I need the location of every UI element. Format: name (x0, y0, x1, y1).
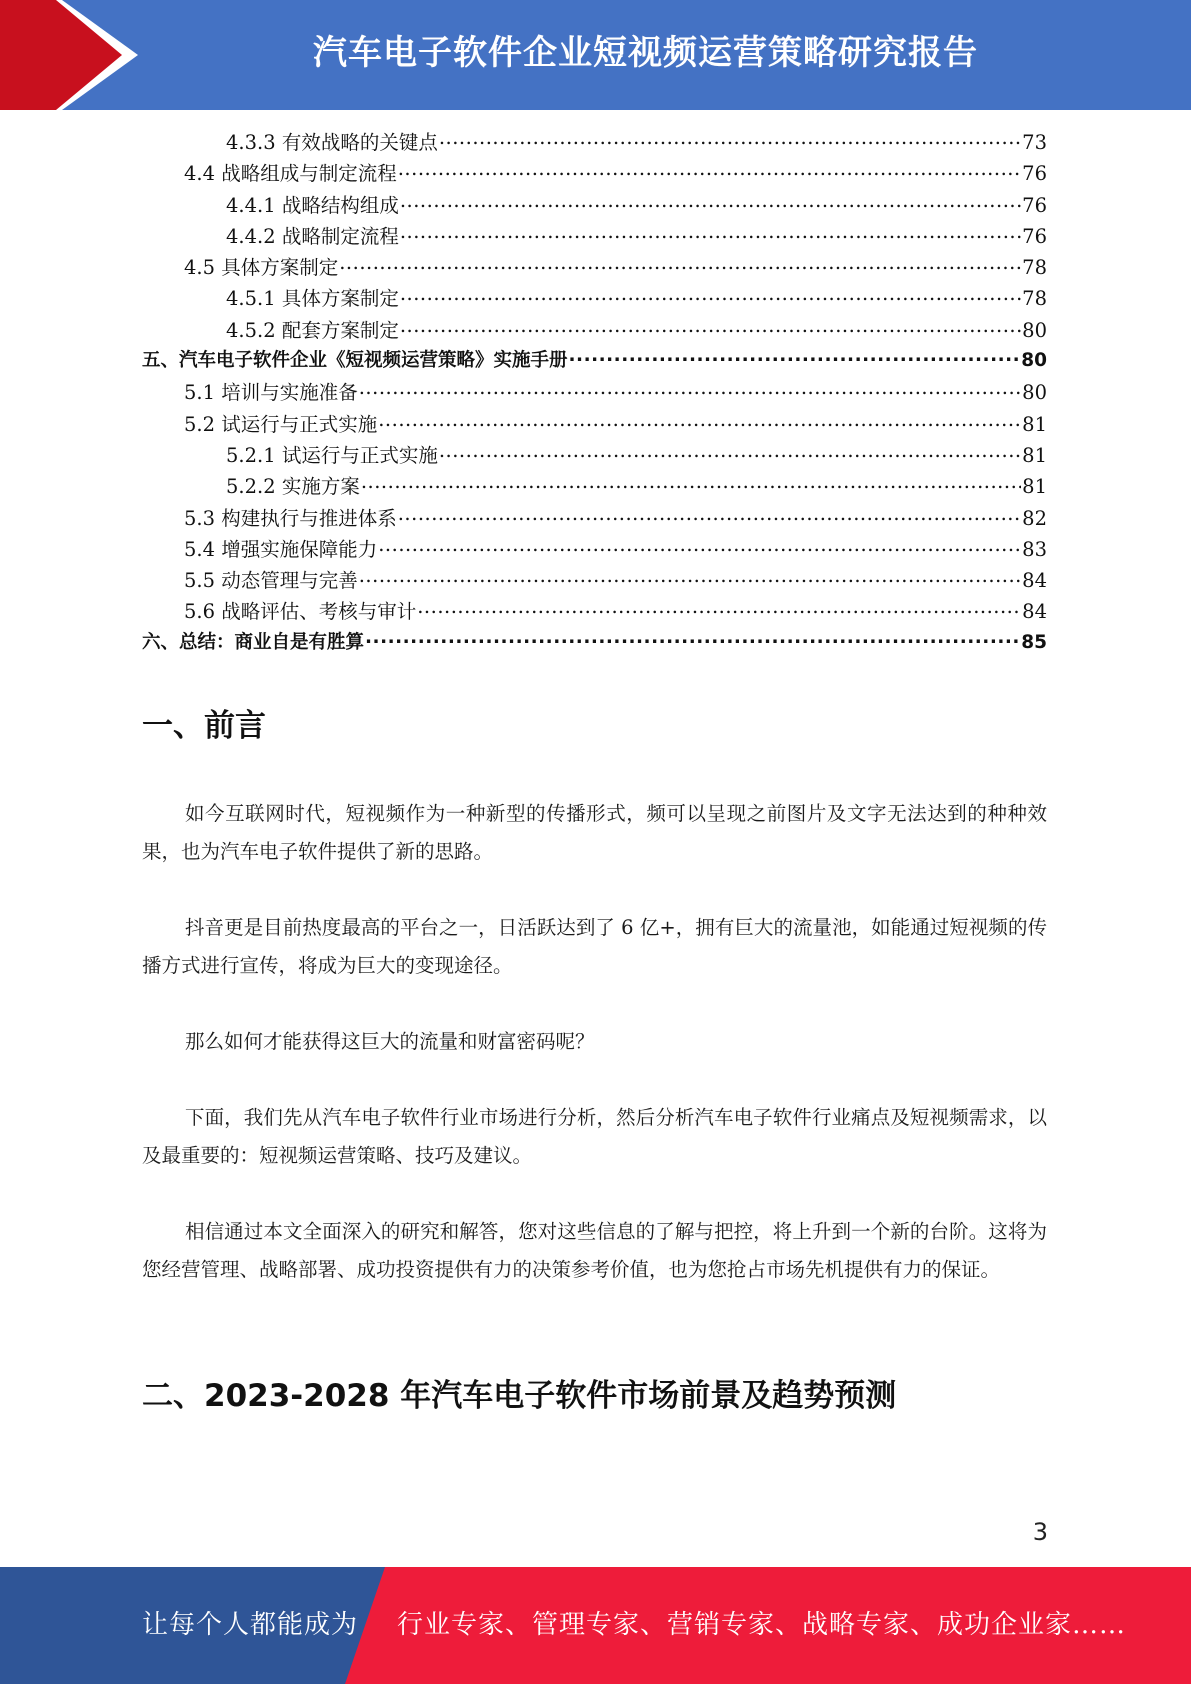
report-header (0, 0, 1191, 110)
toc-dot-leader (359, 568, 1021, 588)
toc-dot-leader (400, 192, 1021, 212)
toc-entry-page: 84 (1022, 569, 1047, 593)
toc-entry[interactable] (142, 158, 1047, 189)
section-heading-market-forecast: 二、2023-2028 年汽车电子软件市场前景及趋势预测 (142, 1378, 897, 1414)
footer-slogan-right: 行业专家、管理专家、营销专家、战略专家、成功企业家…… (397, 1610, 1127, 1640)
toc-entry-label: 5.2.2 实施方案 (226, 475, 360, 499)
toc-entry[interactable] (142, 440, 1047, 471)
toc-entry-label: 5.1 培训与实施准备 (184, 381, 358, 405)
preface-paragraph-5: 相信通过本文全面深入的研究和解答，您对这些信息的了解与把控，将上升到一个新的台阶。这将为您经营管理、战略部署、成功投资提供有力的决策参考价值，也为您抢占市场先机提供有力的保证。 (142, 1220, 1047, 1281)
toc-entry[interactable] (142, 503, 1047, 534)
toc-entry-label: 5.3 构建执行与推进体系 (184, 506, 397, 530)
toc-entry[interactable] (142, 377, 1047, 408)
toc-dot-leader (400, 317, 1021, 337)
toc-entry[interactable] (142, 127, 1047, 158)
page-number: 3 (1032, 1518, 1048, 1546)
toc-entry-label: 六、总结：商业自是有胜算 (142, 631, 365, 653)
toc-entry-page: 76 (1022, 162, 1047, 186)
toc-dot-leader (361, 474, 1021, 494)
toc-dot-leader (398, 161, 1021, 181)
toc-entry-label: 4.4 战略组成与制定流程 (184, 162, 397, 186)
toc-entry-page: 85 (1021, 631, 1047, 653)
toc-entry-page: 80 (1022, 381, 1047, 405)
toc-entry-label: 5.2.1 试运行与正式实施 (226, 443, 438, 467)
section-heading-preface: 一、前言 (142, 708, 266, 744)
toc-dot-leader (398, 505, 1021, 525)
toc-entry-page: 81 (1022, 443, 1047, 467)
toc-entry-label: 4.3.3 有效战略的关键点 (226, 131, 438, 154)
toc-entry-page: 73 (1022, 131, 1047, 154)
preface-paragraph-2: 抖音更是目前热度最高的平台之一，日活跃达到了 6 亿+，拥有巨大的流量池，如能通过短视频的传播方式进行宣传，将成为巨大的变现途径。 (142, 916, 1047, 977)
toc-entry[interactable] (142, 252, 1047, 283)
report-title: 汽车电子软件企业短视频运营策略研究报告 (313, 33, 978, 73)
toc-entry[interactable] (142, 596, 1047, 627)
toc-entry-page: 83 (1022, 537, 1047, 561)
toc-entry-page: 81 (1022, 412, 1047, 436)
preface-paragraph-1: 如今互联网时代，短视频作为一种新型的传播形式，频可以呈现之前图片及文字无法达到的种种效果，也为汽车电子软件提供了新的思路。 (142, 802, 1047, 863)
toc-dot-leader (339, 255, 1021, 275)
toc-entry[interactable] (142, 534, 1047, 565)
toc-entry-page: 84 (1022, 600, 1047, 624)
red-chevron-logo (0, 0, 160, 110)
toc-dot-leader (378, 411, 1021, 431)
table-of-contents (142, 127, 1047, 659)
toc-entry[interactable] (142, 565, 1047, 596)
toc-entry[interactable] (142, 409, 1047, 440)
toc-entry-label: 五、汽车电子软件企业《短视频运营策略》实施手册 (142, 350, 568, 372)
toc-entry[interactable] (142, 221, 1047, 252)
toc-entry[interactable] (142, 471, 1047, 502)
toc-dot-leader (400, 223, 1021, 243)
toc-entry-label: 4.4.1 战略结构组成 (226, 193, 399, 217)
toc-entry-label: 5.6 战略评估、考核与审计 (184, 600, 417, 624)
toc-dot-leader (378, 536, 1021, 556)
toc-entry-page: 82 (1022, 506, 1047, 530)
toc-entry[interactable] (142, 628, 1047, 659)
toc-entry-page: 80 (1022, 318, 1047, 342)
toc-entry-page: 76 (1022, 224, 1047, 248)
toc-entry-label: 4.5 具体方案制定 (184, 256, 339, 280)
toc-entry-label: 5.4 增强实施保障能力 (184, 537, 378, 561)
toc-entry[interactable] (142, 283, 1047, 314)
toc-entry-page: 78 (1022, 287, 1047, 311)
toc-entry-label: 4.4.2 战略制定流程 (226, 224, 399, 248)
toc-dot-leader (439, 442, 1021, 462)
toc-dot-leader (439, 130, 1021, 150)
toc-entry-page: 80 (1021, 350, 1047, 372)
toc-entry-label: 5.2 试运行与正式实施 (184, 412, 378, 436)
preface-paragraph-3: 那么如何才能获得这巨大的流量和财富密码呢？ (185, 1030, 595, 1053)
footer-slogan-left: 让每个人都能成为 (142, 1610, 359, 1640)
report-footer (0, 1567, 1191, 1684)
toc-dot-leader (417, 599, 1021, 619)
toc-entry[interactable] (142, 190, 1047, 221)
toc-entry-page: 76 (1022, 193, 1047, 217)
toc-entry-label: 4.5.1 具体方案制定 (226, 287, 399, 311)
toc-entry[interactable] (142, 315, 1047, 346)
toc-dot-leader (400, 286, 1021, 306)
toc-entry-label: 5.5 动态管理与完善 (184, 569, 358, 593)
toc-entry-page: 78 (1022, 256, 1047, 280)
toc-entry-label: 4.5.2 配套方案制定 (226, 318, 399, 342)
toc-entry-page: 81 (1022, 475, 1047, 499)
preface-paragraph-4: 下面，我们先从汽车电子软件行业市场进行分析，然后分析汽车电子软件行业痛点及短视频需求，以及最重要的：短视频运营策略、技巧及建议。 (142, 1106, 1047, 1167)
toc-dot-leader (365, 629, 1020, 648)
toc-dot-leader (359, 380, 1021, 400)
toc-dot-leader (569, 348, 1021, 367)
toc-entry[interactable] (142, 346, 1047, 377)
